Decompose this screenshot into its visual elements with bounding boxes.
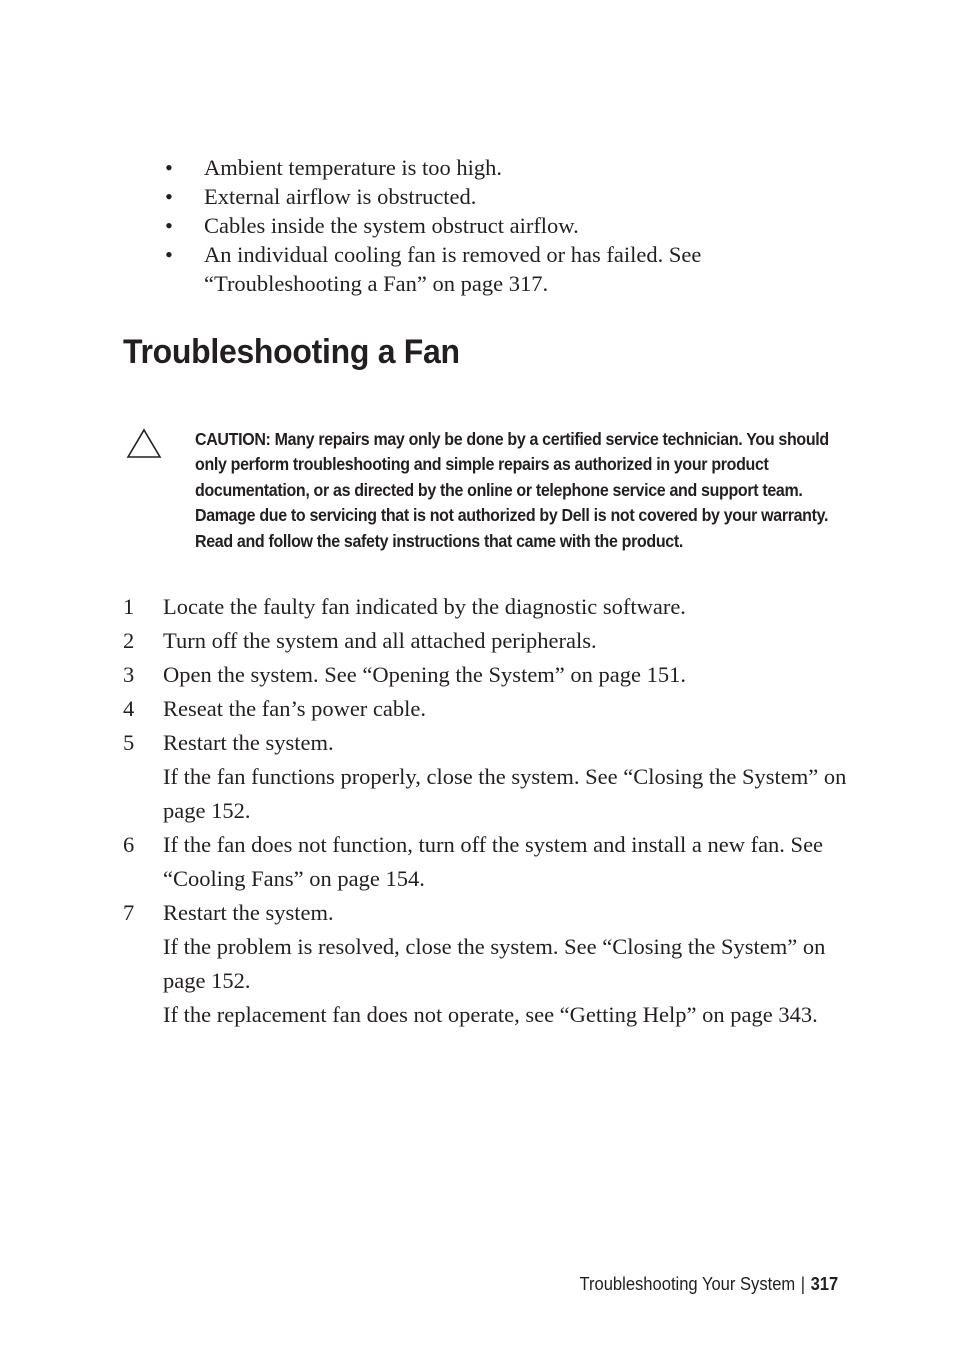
step-number: 6: [123, 832, 135, 857]
section-heading: Troubleshooting a Fan: [123, 333, 460, 371]
bullet-item: [163, 182, 803, 211]
bullet-item: [163, 240, 803, 298]
procedure-steps: [123, 590, 863, 1032]
caution-note: CAUTION: Many repairs may only be done by a certified service technician. You should only perform troubleshooting and simple repairs as authorized in your product documentation, or as directed by the online or telephone service and support team. Damage due to servicing that is not authorized by Dell is not covered by your warranty. Read and follow the safety instructions that came with the product.: [195, 429, 829, 551]
bullet-item: [163, 211, 803, 240]
step-number: 7: [123, 900, 135, 925]
bullet-text: An individual cooling fan is removed or has failed. See “Troubleshooting a Fan” on page 317.: [204, 242, 702, 296]
step-number: 4: [123, 696, 135, 721]
step-text: Open the system. See “Opening the System” on page 151.: [163, 662, 687, 687]
step-item: [123, 896, 863, 1032]
step-subtext: If the fan functions properly, close the system. See “Closing the System” on page 152.: [163, 764, 847, 823]
step-text: Restart the system.: [163, 900, 334, 925]
caution-triangle-icon: [126, 428, 162, 460]
step-text: Turn off the system and all attached peripherals.: [163, 628, 597, 653]
step-number: 3: [123, 662, 135, 687]
step-item: [123, 692, 863, 726]
page-footer: [579, 1270, 838, 1298]
step-item: [123, 624, 863, 658]
bullet-dot: •: [165, 184, 173, 209]
step-item: [123, 658, 863, 692]
bullet-text: Cables inside the system obstruct airflow.: [204, 213, 579, 238]
step-item: [123, 828, 863, 896]
bullet-text: External airflow is obstructed.: [204, 184, 477, 209]
bullet-dot: •: [165, 242, 173, 267]
step-item: [123, 726, 863, 828]
footer-section-title: Troubleshooting Your System: [579, 1274, 796, 1294]
bullet-list: [163, 153, 803, 298]
bullet-dot: •: [165, 213, 173, 238]
step-text: Reseat the fan’s power cable.: [163, 696, 427, 721]
step-text: If the fan does not function, turn off the system and install a new fan. See “Cooling Fans” on page 154.: [163, 832, 824, 891]
page-number: 317: [810, 1274, 838, 1294]
step-number: 2: [123, 628, 135, 653]
step-item: [123, 590, 863, 624]
step-subtext: If the problem is resolved, close the system. See “Closing the System” on page 152.: [163, 934, 826, 993]
step-subtext: If the replacement fan does not operate, see “Getting Help” on page 343.: [163, 1002, 818, 1027]
step-number: 1: [123, 594, 135, 619]
bullet-item: [163, 153, 803, 182]
bullet-text: Ambient temperature is too high.: [204, 155, 503, 180]
step-text: Locate the faulty fan indicated by the diagnostic software.: [163, 594, 686, 619]
step-text: Restart the system.: [163, 730, 334, 755]
footer-separator: |: [800, 1274, 805, 1294]
step-number: 5: [123, 730, 135, 755]
bullet-dot: •: [165, 155, 173, 180]
